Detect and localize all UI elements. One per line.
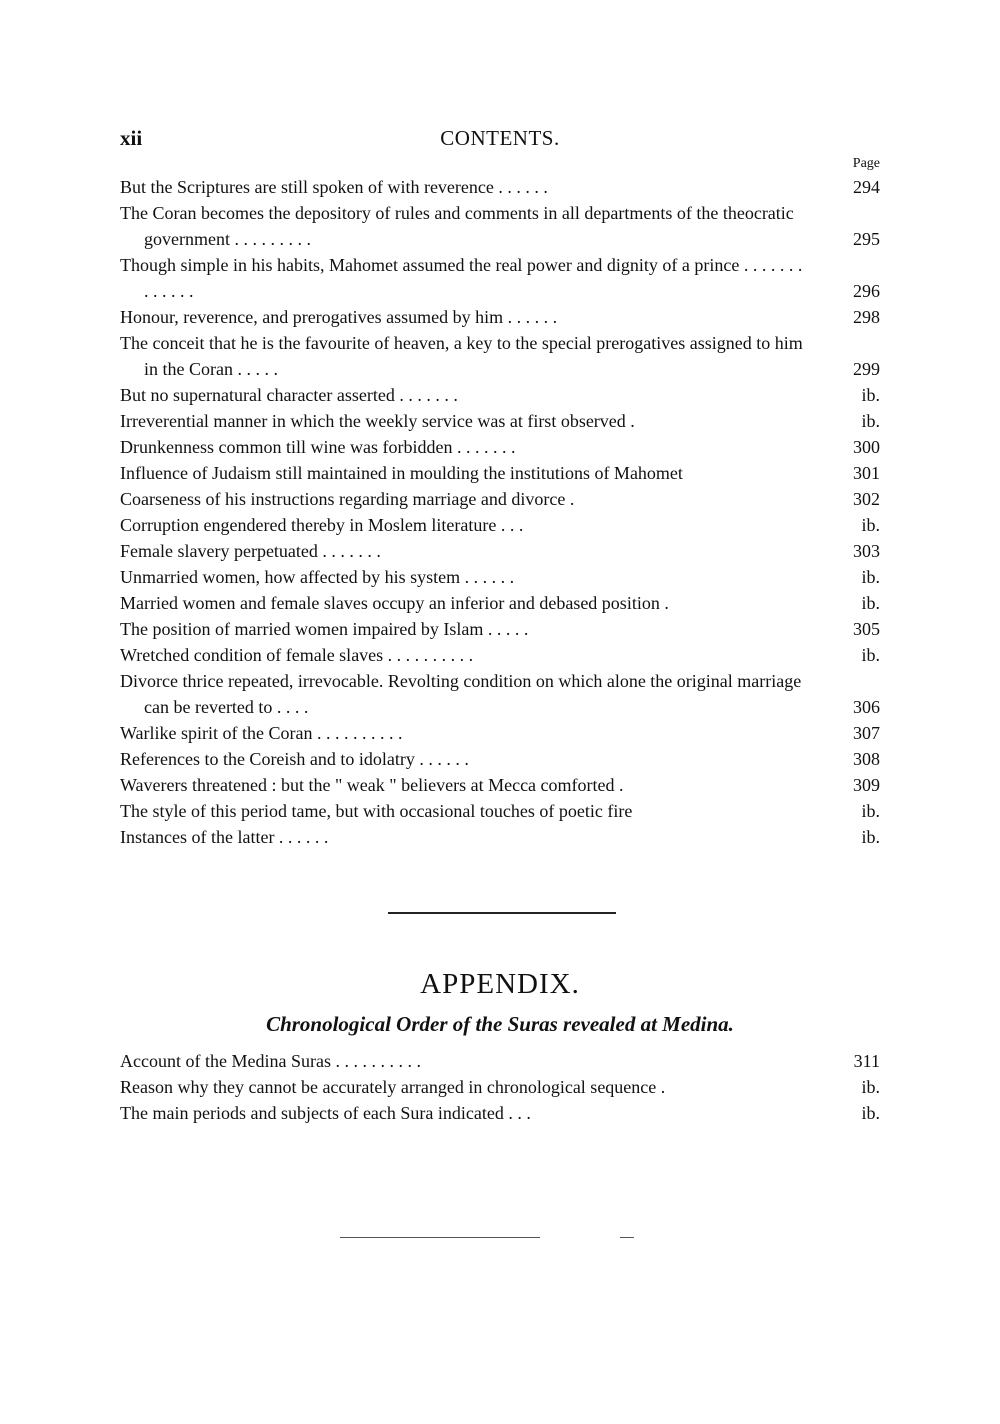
entry-text: Warlike spirit of the Coran . . . . . . . . . . (120, 723, 403, 743)
entry-text: Unmarried women, how affected by his system . . . . . . (120, 567, 515, 587)
entry-page-number: ib. (861, 515, 880, 535)
entry-page-number: ib. (861, 567, 880, 587)
contents-entry (120, 434, 880, 460)
entry-page-number: 299 (853, 359, 880, 379)
entry-text: Influence of Judaism still maintained in moulding the institutions of Mahomet (120, 463, 683, 483)
contents-entry (120, 486, 880, 512)
contents-entry (120, 1074, 880, 1100)
entry-text: The main periods and subjects of each Sura indicated . . . (120, 1103, 531, 1123)
entry-text: Waverers threatened : but the " weak " believers at Mecca comforted . (120, 775, 624, 795)
contents-entry (120, 304, 880, 330)
contents-entry (120, 642, 880, 668)
contents-entry (120, 1048, 880, 1074)
entry-page-number: 295 (853, 229, 880, 249)
appendix-heading: APPENDIX. (420, 968, 580, 1000)
entry-text: Irreverential manner in which the weekly service was at first observed . (120, 411, 635, 431)
entry-page-number: 307 (853, 723, 880, 743)
contents-entry (120, 174, 880, 200)
entry-text: Coarseness of his instructions regarding marriage and divorce . (120, 489, 575, 509)
contents-entry (120, 616, 880, 642)
entry-text: Married women and female slaves occupy an inferior and debased position . (120, 593, 669, 613)
entry-text: Reason why they cannot be accurately arranged in chronological sequence . (120, 1077, 666, 1097)
contents-entry (120, 252, 880, 304)
contents-entry (120, 746, 880, 772)
appendix-subtitle: Chronological Order of the Suras revealed at Medina. (266, 1012, 734, 1036)
entry-text: Account of the Medina Suras . . . . . . . . . . (120, 1051, 421, 1071)
entry-page-number: 306 (853, 697, 880, 717)
contents-entry (120, 824, 880, 850)
entry-page-number: 301 (853, 463, 880, 483)
entry-page-number: ib. (861, 827, 880, 847)
page-number: xii (120, 126, 143, 150)
contents-entry (120, 590, 880, 616)
contents-entry (120, 798, 880, 824)
entry-text: Divorce thrice repeated, irrevocable. Revolting condition on which alone the original marriage can be reverted to . . . . (120, 671, 802, 717)
entry-text: Honour, reverence, and prerogatives assumed by him . . . . . . (120, 307, 558, 327)
contents-entry (120, 720, 880, 746)
entry-page-number: 296 (853, 281, 880, 301)
entry-text: Female slavery perpetuated . . . . . . . (120, 541, 381, 561)
entry-page-number: 309 (853, 775, 880, 795)
entry-page-number: 294 (853, 177, 880, 197)
entry-text: References to the Coreish and to idolatry . . . . . . (120, 749, 469, 769)
contents-entry (120, 382, 880, 408)
entry-page-number: ib. (861, 801, 880, 821)
entry-page-number: 308 (853, 749, 880, 769)
contents-entry (120, 564, 880, 590)
entry-page-number: ib. (861, 645, 880, 665)
contents-entry (120, 538, 880, 564)
page-column-label: Page (852, 156, 880, 171)
contents-entry (120, 772, 880, 798)
entry-text: The conceit that he is the favourite of heaven, a key to the special prerogatives assigned to him in the Coran . . . . . (120, 333, 803, 379)
footer-divider-dash (620, 1237, 634, 1238)
running-title: CONTENTS. (440, 126, 560, 150)
entry-text: The style of this period tame, but with occasional touches of poetic fire (120, 801, 633, 821)
entry-text: The Coran becomes the depository of rules and comments in all departments of the theocratic government . . . . . . . . . (120, 203, 794, 249)
contents-entry (120, 408, 880, 434)
entry-page-number: ib. (861, 385, 880, 405)
contents-entry (120, 512, 880, 538)
entry-page-number: ib. (861, 1103, 880, 1123)
entry-page-number: ib. (861, 411, 880, 431)
contents-entry (120, 460, 880, 486)
entry-page-number: 300 (853, 437, 880, 457)
entry-page-number: 305 (853, 619, 880, 639)
contents-entry (120, 668, 880, 720)
appendix-contents-list (120, 1048, 880, 1126)
section-divider (388, 912, 616, 914)
entry-text: The position of married women impaired by Islam . . . . . (120, 619, 529, 639)
entry-page-number: ib. (861, 1077, 880, 1097)
entry-text: But the Scriptures are still spoken of with reverence . . . . . . (120, 177, 548, 197)
entry-text: But no supernatural character asserted . . . . . . . (120, 385, 458, 405)
contents-list (120, 174, 880, 850)
footer-divider (340, 1237, 540, 1238)
entry-page-number: 302 (853, 489, 880, 509)
contents-entry (120, 1100, 880, 1126)
entry-page-number: 298 (853, 307, 880, 327)
contents-entry (120, 330, 880, 382)
entry-text: Though simple in his habits, Mahomet assumed the real power and dignity of a prince . . . . . . . . . . . . . (120, 255, 803, 301)
contents-entry (120, 200, 880, 252)
entry-page-number: 303 (853, 541, 880, 561)
entry-page-number: 311 (853, 1051, 880, 1071)
entry-text: Drunkenness common till wine was forbidden . . . . . . . (120, 437, 516, 457)
entry-text: Corruption engendered thereby in Moslem literature . . . (120, 515, 524, 535)
entry-page-number: ib. (861, 593, 880, 613)
page-header (120, 126, 880, 156)
entry-text: Wretched condition of female slaves . . . . . . . . . . (120, 645, 474, 665)
entry-text: Instances of the latter . . . . . . (120, 827, 329, 847)
